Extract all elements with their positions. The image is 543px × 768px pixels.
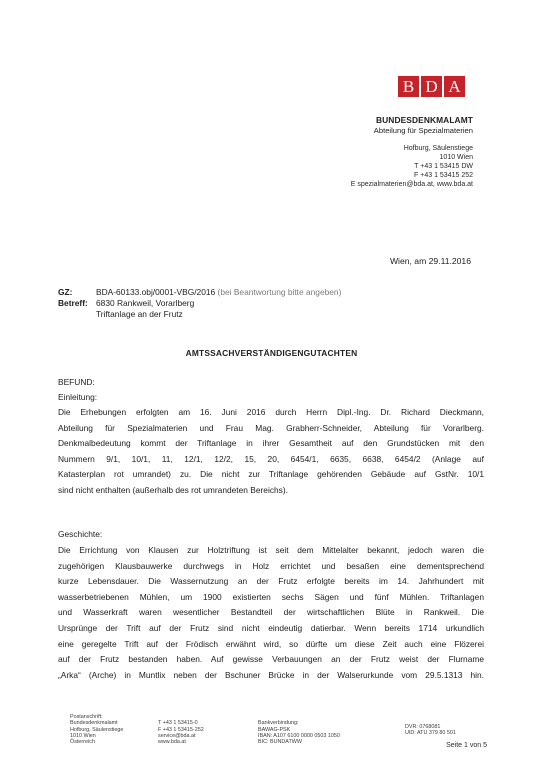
footer-line: Postanschrift:: [70, 714, 103, 720]
gz-label: GZ:: [58, 287, 73, 297]
sender-address-line1: Hofburg, Säulenstiege: [403, 145, 473, 152]
text-line: „Arka“ (Arche) in Muntlix neben der Bschuner Brücke in der Walserurkunde vom 29.5.1313 hin.: [58, 669, 484, 680]
footer-line: Bankverbindung:: [258, 720, 299, 727]
footer-line: IBAN: A107 6100 0000 0503 1050: [258, 732, 340, 739]
footer-line: DVR: 0768081: [405, 724, 441, 730]
footer-contact-column: [158, 714, 204, 745]
text-line: Nummern 9/1, 10/1, 11, 12/1, 12/2, 15, 20, 6454/1, 6635, 6638, 6454/2 (Anlage auf: [58, 453, 484, 464]
reference-gz: [58, 287, 341, 298]
reference-betreff: [58, 298, 194, 309]
logo-letter-d: D: [421, 76, 442, 97]
text-line: sind nicht enthalten (außerhalb des rot umrandeten Bereichs).: [58, 484, 288, 495]
footer-line: Bundesdenkmalamt: [70, 720, 118, 727]
text-line: Katasterplan rot umrandet) zu. Die nicht zur Triftanlage gehörenden Gebäude auf GstNr. 10/1: [58, 469, 484, 480]
footer-line: BIC: BUNDATWW: [258, 739, 302, 746]
text-line: auf der Frutz bestanden haben. Auf gewisse Verbauungen an der Frutz weist der Flurname: [58, 654, 484, 665]
sender-fax: F +43 1 53415 252: [414, 172, 473, 179]
logo-letter-b: B: [398, 76, 419, 97]
einleitung-paragraph: [58, 405, 484, 499]
sender-phone: T +43 1 53415 DW: [414, 163, 473, 170]
geschichte-paragraph: [58, 543, 484, 683]
text-line: kurze Lebensdauer. Die Wassernutzung an der Frutz erfolgte bereits im 14. Jahrhundert mit: [58, 576, 484, 587]
geschichte-heading: Geschichte:: [58, 529, 103, 539]
einleitung-heading: Einleitung:: [58, 392, 98, 402]
footer-line: F +43 1 53415-252: [158, 726, 204, 733]
betreff-label: Betreff:: [58, 298, 88, 308]
betreff-line2: Triftanlage an der Frutz: [96, 309, 183, 319]
letter-date: Wien, am 29.11.2016: [389, 256, 471, 266]
text-line: Die Errichtung von Klausen zur Holztriftung ist seit dem Mittelalter bekannt, jedoch waren die: [58, 545, 484, 555]
footer-line: 1010 Wien: [70, 732, 96, 739]
text-line: und Wasserkraft waren wesentlicher Bestandteil der wirtschaftlichen Blüte in Rankweil. Die: [58, 607, 484, 618]
text-line: Die Erhebungen erfolgten am 16. Juni 2016 durch Herrn Dipl.-Ing. Dr. Richard Dieckmann,: [58, 407, 484, 417]
footer-postal-column: [70, 714, 123, 745]
footer-line: UID: ATU 379 80 501: [405, 730, 456, 737]
gz-hint: (bei Beantwortung bitte angeben): [217, 287, 342, 297]
document-title: AMTSSACHVERSTÄNDIGENGUTACHTEN: [185, 348, 358, 358]
sender-department: Abteilung für Spezialmaterien: [373, 126, 473, 135]
footer-line: T +43 1 53415-0: [158, 720, 198, 727]
sender-address-line2: 1010 Wien: [439, 154, 473, 161]
text-line: Abteilung für Spezialmaterien und Frau Mag. Grabherr-Schneider, Abteilung für Vorarlberg.: [58, 422, 484, 433]
sender-name: BUNDESDENKMALAMT: [376, 115, 473, 125]
sender-email-web: E spezialmaterien@bda.at, www.bda.at: [350, 181, 473, 188]
gz-value: BDA-60133.obj/0001-VBG/2016: [96, 287, 216, 297]
betreff-line1: 6830 Rankweil, Vorarlberg: [96, 298, 195, 308]
footer-line: www.bda.at: [158, 739, 186, 746]
page-number: Seite 1 von 5: [446, 742, 487, 749]
bda-logo: [398, 76, 465, 97]
text-line: zugehörigen Klausbauwerke durchwegs in Holz errichtet und besaßen eine dementsprechend: [58, 560, 484, 571]
footer-line: service@bda.at: [158, 732, 196, 739]
befund-heading: BEFUND:: [58, 377, 95, 387]
footer-line: Österreich: [70, 739, 95, 746]
text-line: Denkmalbedeutung kommt der Triftanlage in ihrer Gesamtheit auf den Grundstücken mit den: [58, 438, 484, 449]
footer-bank-column: [258, 714, 340, 745]
text-line: eine geregelte Trift auf der Frödisch erwähnt wird, so dürfte um diese Zeit auch eine Flözerei: [58, 638, 484, 649]
footer-line: Hofburg, Säulenstiege: [70, 726, 124, 733]
footer-line: BAWAG-PSK: [258, 726, 291, 733]
text-line: Ursprünge der Trift auf der Frutz sind nicht eindeutig datierbar. Wenn bereits 1714 urkundlich: [58, 622, 484, 633]
logo-letter-a: A: [444, 76, 465, 97]
text-line: wasserbetriebenen Mühlen, um 1900 existierten sechs Sägen und fünf Mühlen. Triftanlagen: [58, 591, 484, 602]
footer-registry-column: [405, 724, 456, 737]
